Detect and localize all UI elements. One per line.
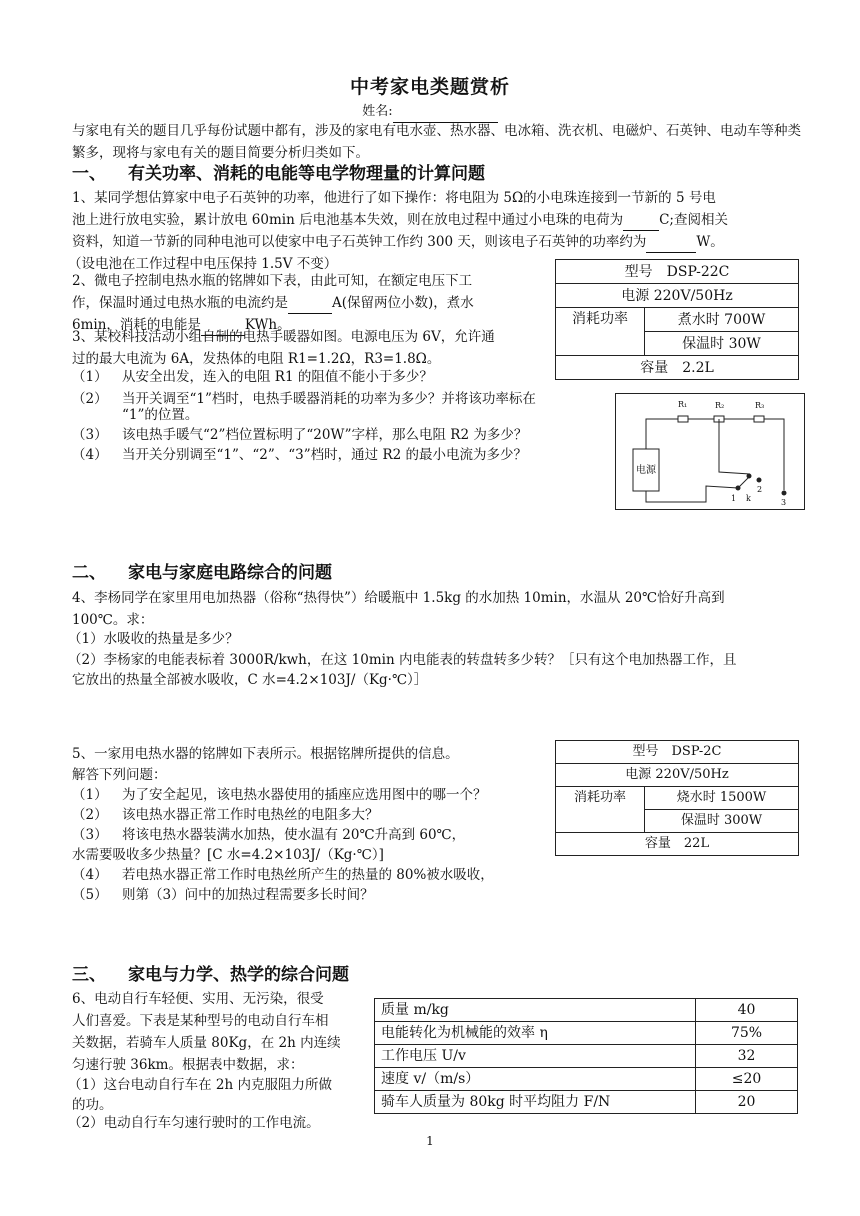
- circuit-label-r3: R₃: [755, 401, 765, 410]
- question-1-line-a: 1、某同学想估算家中电子石英钟的功率，他进行了如下操作：将电阻为 5Ω的小电珠连接到一节新的 5 号电: [72, 190, 716, 206]
- question-1-line-b: [72, 209, 802, 231]
- q3-item-3: （3） 该电热手暖气“2”档位置标明了“20W”字样，那么电阻 R2 为多少？: [72, 427, 528, 443]
- spec1-boil: 煮水时 700W: [645, 308, 799, 332]
- question-5-line-c: 水需要吸收多少热量？[C 水=4.2×103J/（Kg·℃）]: [72, 847, 384, 863]
- q3-item-2: （2） 当开关调至“1”档时，电热手暖器消耗的功率为多少？并将该功率标在: [72, 391, 536, 407]
- question-4-line-d: （2）李杨家的电能表标着 3000R/kwh，在这 10min 内电能表的转盘转多少转？［只有这个电加热器工作，且: [68, 652, 737, 668]
- section-3-heading: [72, 964, 802, 986]
- page-title: 中考家电类题赏析: [349, 76, 510, 98]
- bike-label-efficiency: 电能转化为机械能的效率 η: [375, 1022, 696, 1045]
- table-row: [375, 1045, 798, 1068]
- q1-text-b2: C;查阅相关: [659, 212, 728, 228]
- spec2-model: 型号 DSP-2C: [556, 741, 799, 764]
- name-label: 姓名:: [362, 104, 393, 119]
- question-4-line-b: 100℃。求：: [72, 612, 154, 628]
- bike-label-resistance: 骑车人质量为 80kg 时平均阻力 F/N: [375, 1091, 696, 1114]
- q1-text-b1: 池上进行放电实验，累计放电 60min 后电池基本失效，则在放电过程中通过小电珠的电荷为: [72, 212, 624, 228]
- bike-value-resistance: 20: [696, 1091, 798, 1114]
- q5-item-5: （5） 则第（3）问中的加热过程需要多长时间？: [72, 887, 374, 903]
- table-row: [375, 999, 798, 1022]
- spec-table-2: [555, 740, 799, 856]
- section-2-title: 家电与家庭电路综合的问题: [128, 563, 332, 583]
- q2-text-c1: 6min，消耗的电能是: [72, 317, 201, 333]
- question-6-line-f: 的功。: [72, 1097, 113, 1113]
- section-1-title: 有关功率、消耗的电能等电学物理量的计算问题: [128, 164, 485, 184]
- bike-value-voltage: 32: [696, 1045, 798, 1068]
- question-1-line-d: （设电池在工作过程中电压保持 1.5V 不变）: [68, 256, 338, 272]
- spec2-consumption-label: 消耗功率: [556, 787, 645, 833]
- question-6-line-d: 匀速行驶 36km。根据表中数据，求：: [72, 1057, 304, 1073]
- q3-item-1: （1） 从安全出发，连入的电阻 R1 的阻值不能小于多少？: [72, 369, 433, 385]
- question-6-line-b: 人们喜爱。下表是某种型号的电动自行车相: [72, 1013, 329, 1029]
- section-3-number: 三、: [72, 965, 106, 985]
- spec2-keep-warm: 保温时 300W: [645, 810, 799, 833]
- spec1-model: 型号 DSP-22C: [556, 260, 799, 284]
- question-4-line-a: 4、李杨同学在家里用电加热器（俗称“热得快”）给暖瓶中 1.5kg 的水加热 10min，水温从 20℃恰好升高到: [72, 590, 725, 606]
- circuit-label-r2: R₂: [715, 401, 725, 410]
- circuit-label-source: 电源: [636, 465, 656, 476]
- question-4-line-c: （1）水吸收的热量是多少？: [68, 631, 239, 647]
- section-1-heading: [72, 163, 802, 185]
- question-6-line-g: （2）电动自行车匀速行驶时的工作电流。: [68, 1115, 320, 1131]
- q5-item-3: （3） 将该电热水器装满水加热，使水温有 20℃升高到 60℃，: [72, 827, 466, 843]
- spec1-keep-warm: 保温时 30W: [645, 332, 799, 356]
- bike-label-mass: 质量 m/kg: [375, 999, 696, 1022]
- circuit-label-r1: R₁: [678, 400, 688, 409]
- q1-text-c1: 资料，知道一节新的同种电池可以使家中电子石英钟工作约 300 天，则该电子石英钟的功率约为: [72, 234, 647, 250]
- q2-text-b1: 作，保温时通过电热水瓶的电流约是: [72, 295, 288, 311]
- question-5-line-a: 5、一家用电热水器的铭牌如下表所示。根据铭牌所提供的信息。: [72, 746, 459, 762]
- table-row: [375, 1022, 798, 1045]
- spec2-power-supply: 电源 220V/50Hz: [556, 764, 799, 787]
- q1-text-c2: W。: [696, 234, 724, 250]
- page-number: 1: [426, 1134, 434, 1148]
- bike-label-speed: 速度 v/（m/s）: [375, 1068, 696, 1091]
- question-6-line-e: （1）这台电动自行车在 2h 内克服阻力所做: [68, 1077, 332, 1093]
- spec-table-1: [555, 259, 799, 380]
- q3-item-4: （4） 当开关分别调至“1”、“2”、“3”档时，通过 R2 的最小电流为多少？: [72, 447, 528, 463]
- question-2-line-a: 2、微电子控制电热水瓶的铭牌如下表，由此可知，在额定电压下工: [72, 273, 473, 289]
- question-2-line-b: [72, 292, 552, 314]
- question-1-line-c: [72, 231, 802, 253]
- circuit-label-1: 1: [731, 494, 737, 503]
- bike-value-mass: 40: [696, 999, 798, 1022]
- q5-item-4: （4） 若电热水器正常工作时电热丝所产生的热量的 80%被水吸收，: [72, 867, 494, 883]
- q1-blank-power: [646, 238, 696, 253]
- circuit-label-2: 2: [757, 485, 763, 494]
- question-5-line-b: 解答下列问题：: [72, 767, 167, 783]
- q3-item-2-cont: “1”的位置。: [122, 407, 199, 423]
- q2-blank-current: [288, 299, 332, 314]
- bike-value-speed: ≤20: [696, 1068, 798, 1091]
- spec1-power-supply: 电源 220V/50Hz: [556, 284, 799, 308]
- section-1-number: 一、: [72, 164, 106, 184]
- q2-text-c2: KWh。: [244, 317, 291, 333]
- table-row: [375, 1091, 798, 1114]
- bike-value-efficiency: 75%: [696, 1022, 798, 1045]
- question-3-line-a: 3、某校科技活动小组自制的电热手暖器如图。电源电压为 6V，允许通: [72, 329, 495, 345]
- spec1-capacity: 容量 2.2L: [556, 356, 799, 380]
- section-2-number: 二、: [72, 563, 106, 583]
- bike-label-voltage: 工作电压 U/v: [375, 1045, 696, 1068]
- table-row: [375, 1068, 798, 1091]
- q1-blank-charge: [623, 216, 659, 231]
- question-6-line-c: 关数据，若骑车人质量 80Kg，在 2h 内连续: [72, 1035, 341, 1051]
- intro-paragraph: 与家电有关的题目几乎每份试题中都有，涉及的家电有电水壶、热水器、电冰箱、洗衣机、电磁炉、石英钟、电动车等种类繁多，现将与家电有关的题目简要分析归类如下。: [72, 123, 801, 161]
- spec1-consumption-label: 消耗功率: [556, 308, 645, 356]
- question-6-line-a: 6、电动自行车轻便、实用、无污染，很受: [72, 991, 324, 1007]
- q5-item-1: （1） 为了安全起见，该电热水器使用的插座应选用图中的哪一个？: [72, 787, 487, 803]
- section-2-heading: [72, 562, 802, 584]
- spec2-boil: 烧水时 1500W: [645, 787, 799, 810]
- circuit-label-k: k: [746, 494, 751, 503]
- bike-data-table: [374, 998, 798, 1114]
- q5-item-2: （2） 该电热水器正常工作时电热丝的电阻多大？: [72, 807, 379, 823]
- question-4-line-e: 它放出的热量全部被水吸收，C 水=4.2×103J/（Kg·℃）］: [72, 672, 428, 688]
- spec2-capacity: 容量 22L: [556, 833, 799, 856]
- q2-text-b2: A(保留两位小数)，煮水: [332, 295, 474, 311]
- section-3-title: 家电与力学、热学的综合问题: [128, 965, 349, 985]
- circuit-label-3: 3: [781, 498, 787, 507]
- question-3-line-b: 过的最大电流为 6A，发热体的电阻 R1=1.2Ω，R3=1.8Ω。: [72, 351, 441, 367]
- circuit-diagram: [615, 393, 805, 510]
